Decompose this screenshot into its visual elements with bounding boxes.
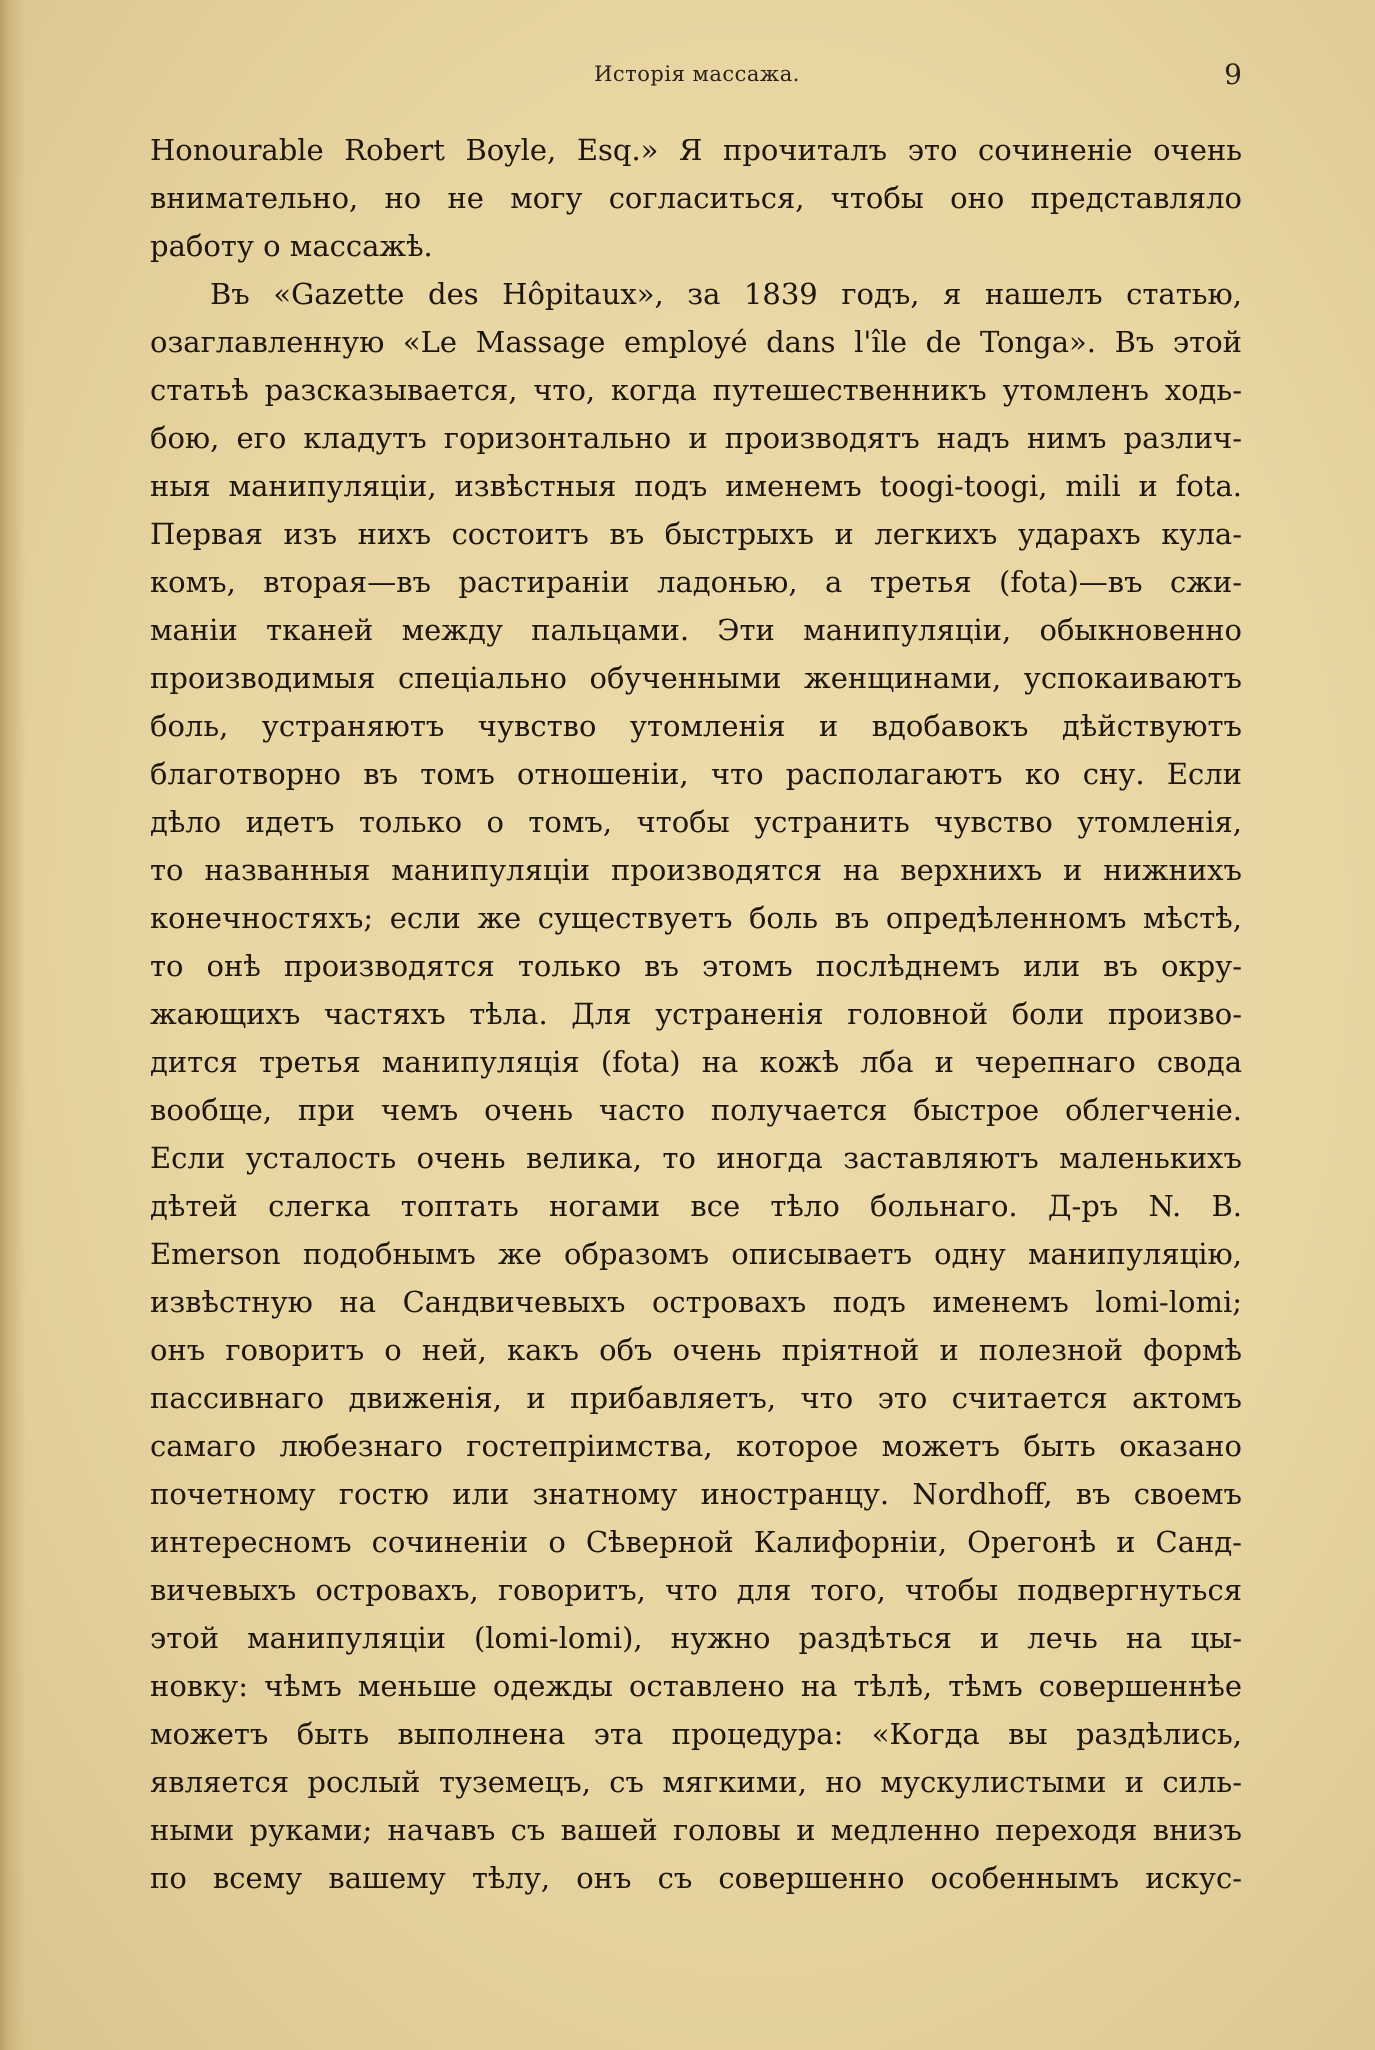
- text-line: Honourable Robert Boyle, Esq.» Я прочиталъ это сочиненіе очень: [150, 133, 1242, 167]
- text-line: этой манипуляціи (lomi-lomi), нужно раздѣться и лечь на цы-: [150, 1621, 1242, 1655]
- page-number: 9: [1224, 58, 1242, 91]
- text-line: работу о массажѣ.: [150, 229, 433, 263]
- text-line: по всему вашему тѣлу, онъ съ совершенно особеннымъ искус-: [150, 1861, 1242, 1895]
- text-line: Если усталость очень велика, то иногда заставляютъ маленькихъ: [150, 1141, 1242, 1175]
- text-line: вообще, при чемъ очень часто получается быстрое облегченіе.: [150, 1093, 1242, 1127]
- text-line: дѣтей слегка топтать ногами все тѣло больнаго. Д-ръ N. B.: [150, 1189, 1242, 1223]
- text-line: Первая изъ нихъ состоитъ въ быстрыхъ и легкихъ ударахъ кула-: [150, 517, 1242, 551]
- page-binding-edge: [0, 0, 26, 2050]
- text-line: пассивнаго движенія, и прибавляетъ, что это считается актомъ: [150, 1381, 1242, 1415]
- text-line: Emerson подобнымъ же образомъ описываетъ одну манипуляцію,: [150, 1237, 1242, 1271]
- text-line: бою, его кладутъ горизонтально и производятъ надъ нимъ различ-: [150, 421, 1242, 455]
- text-line: то названныя манипуляціи производятся на верхнихъ и нижнихъ: [150, 853, 1242, 887]
- text-line: производимыя спеціально обученными женщинами, успокаиваютъ: [150, 661, 1242, 695]
- text-line: конечностяхъ; если же существуетъ боль въ опредѣленномъ мѣстѣ,: [150, 901, 1242, 935]
- text-line: вичевыхъ островахъ, говоритъ, что для того, чтобы подвергнуться: [150, 1573, 1242, 1607]
- text-line: почетному гостю или знатному иностранцу. Nordhoff, въ своемъ: [150, 1477, 1242, 1511]
- text-line: то онѣ производятся только въ этомъ послѣднемъ или въ окру-: [150, 949, 1242, 983]
- text-line: озаглавленную «Le Massage employé dans l'île de Tonga». Въ этой: [150, 325, 1242, 359]
- text-line: можетъ быть выполнена эта процедура: «Когда вы раздѣлись,: [150, 1717, 1242, 1751]
- running-header: [152, 58, 1242, 102]
- text-line: ныя манипуляціи, извѣстныя подъ именемъ toogi-toogi, mili и fota.: [150, 469, 1242, 503]
- text-line: ными руками; начавъ съ вашей головы и медленно переходя внизъ: [150, 1813, 1242, 1847]
- body-text: [150, 126, 1242, 1902]
- text-line: Въ «Gazette des Hôpitaux», за 1839 годъ, я нашелъ статью,: [210, 277, 1242, 311]
- text-line: статьѣ разсказывается, что, когда путешественникъ утомленъ ходь-: [150, 373, 1242, 407]
- text-line: дѣло идетъ только о томъ, чтобы устранить чувство утомленія,: [150, 805, 1242, 839]
- text-line: внимательно, но не могу согласиться, чтобы оно представляло: [150, 181, 1242, 215]
- running-title: Исторія массажа.: [594, 62, 800, 86]
- text-line: является рослый туземецъ, съ мягкими, но мускулистыми и силь-: [150, 1765, 1242, 1799]
- text-line: боль, устраняютъ чувство утомленія и вдобавокъ дѣйствуютъ: [150, 709, 1242, 743]
- text-line: самаго любезнаго гостепріимства, которое можетъ быть оказано: [150, 1429, 1242, 1463]
- text-line: маніи тканей между пальцами. Эти манипуляціи, обыкновенно: [150, 613, 1242, 647]
- text-line: комъ, вторая—въ растираніи ладонью, а третья (fota)—въ сжи-: [150, 565, 1242, 599]
- text-line: онъ говоритъ о ней, какъ объ очень пріятной и полезной формѣ: [150, 1333, 1242, 1367]
- text-line: дится третья манипуляція (fota) на кожѣ лба и черепнаго свода: [150, 1045, 1242, 1079]
- text-line: извѣстную на Сандвичевыхъ островахъ подъ именемъ lomi-lomi;: [150, 1285, 1242, 1319]
- text-line: интересномъ сочиненіи о Сѣверной Калифорніи, Орегонѣ и Санд-: [150, 1525, 1242, 1559]
- text-line: новку: чѣмъ меньше одежды оставлено на тѣлѣ, тѣмъ совершеннѣе: [150, 1669, 1242, 1703]
- text-line: благотворно въ томъ отношеніи, что располагаютъ ко сну. Если: [150, 757, 1242, 791]
- text-line: жающихъ частяхъ тѣла. Для устраненія головной боли произво-: [150, 997, 1242, 1031]
